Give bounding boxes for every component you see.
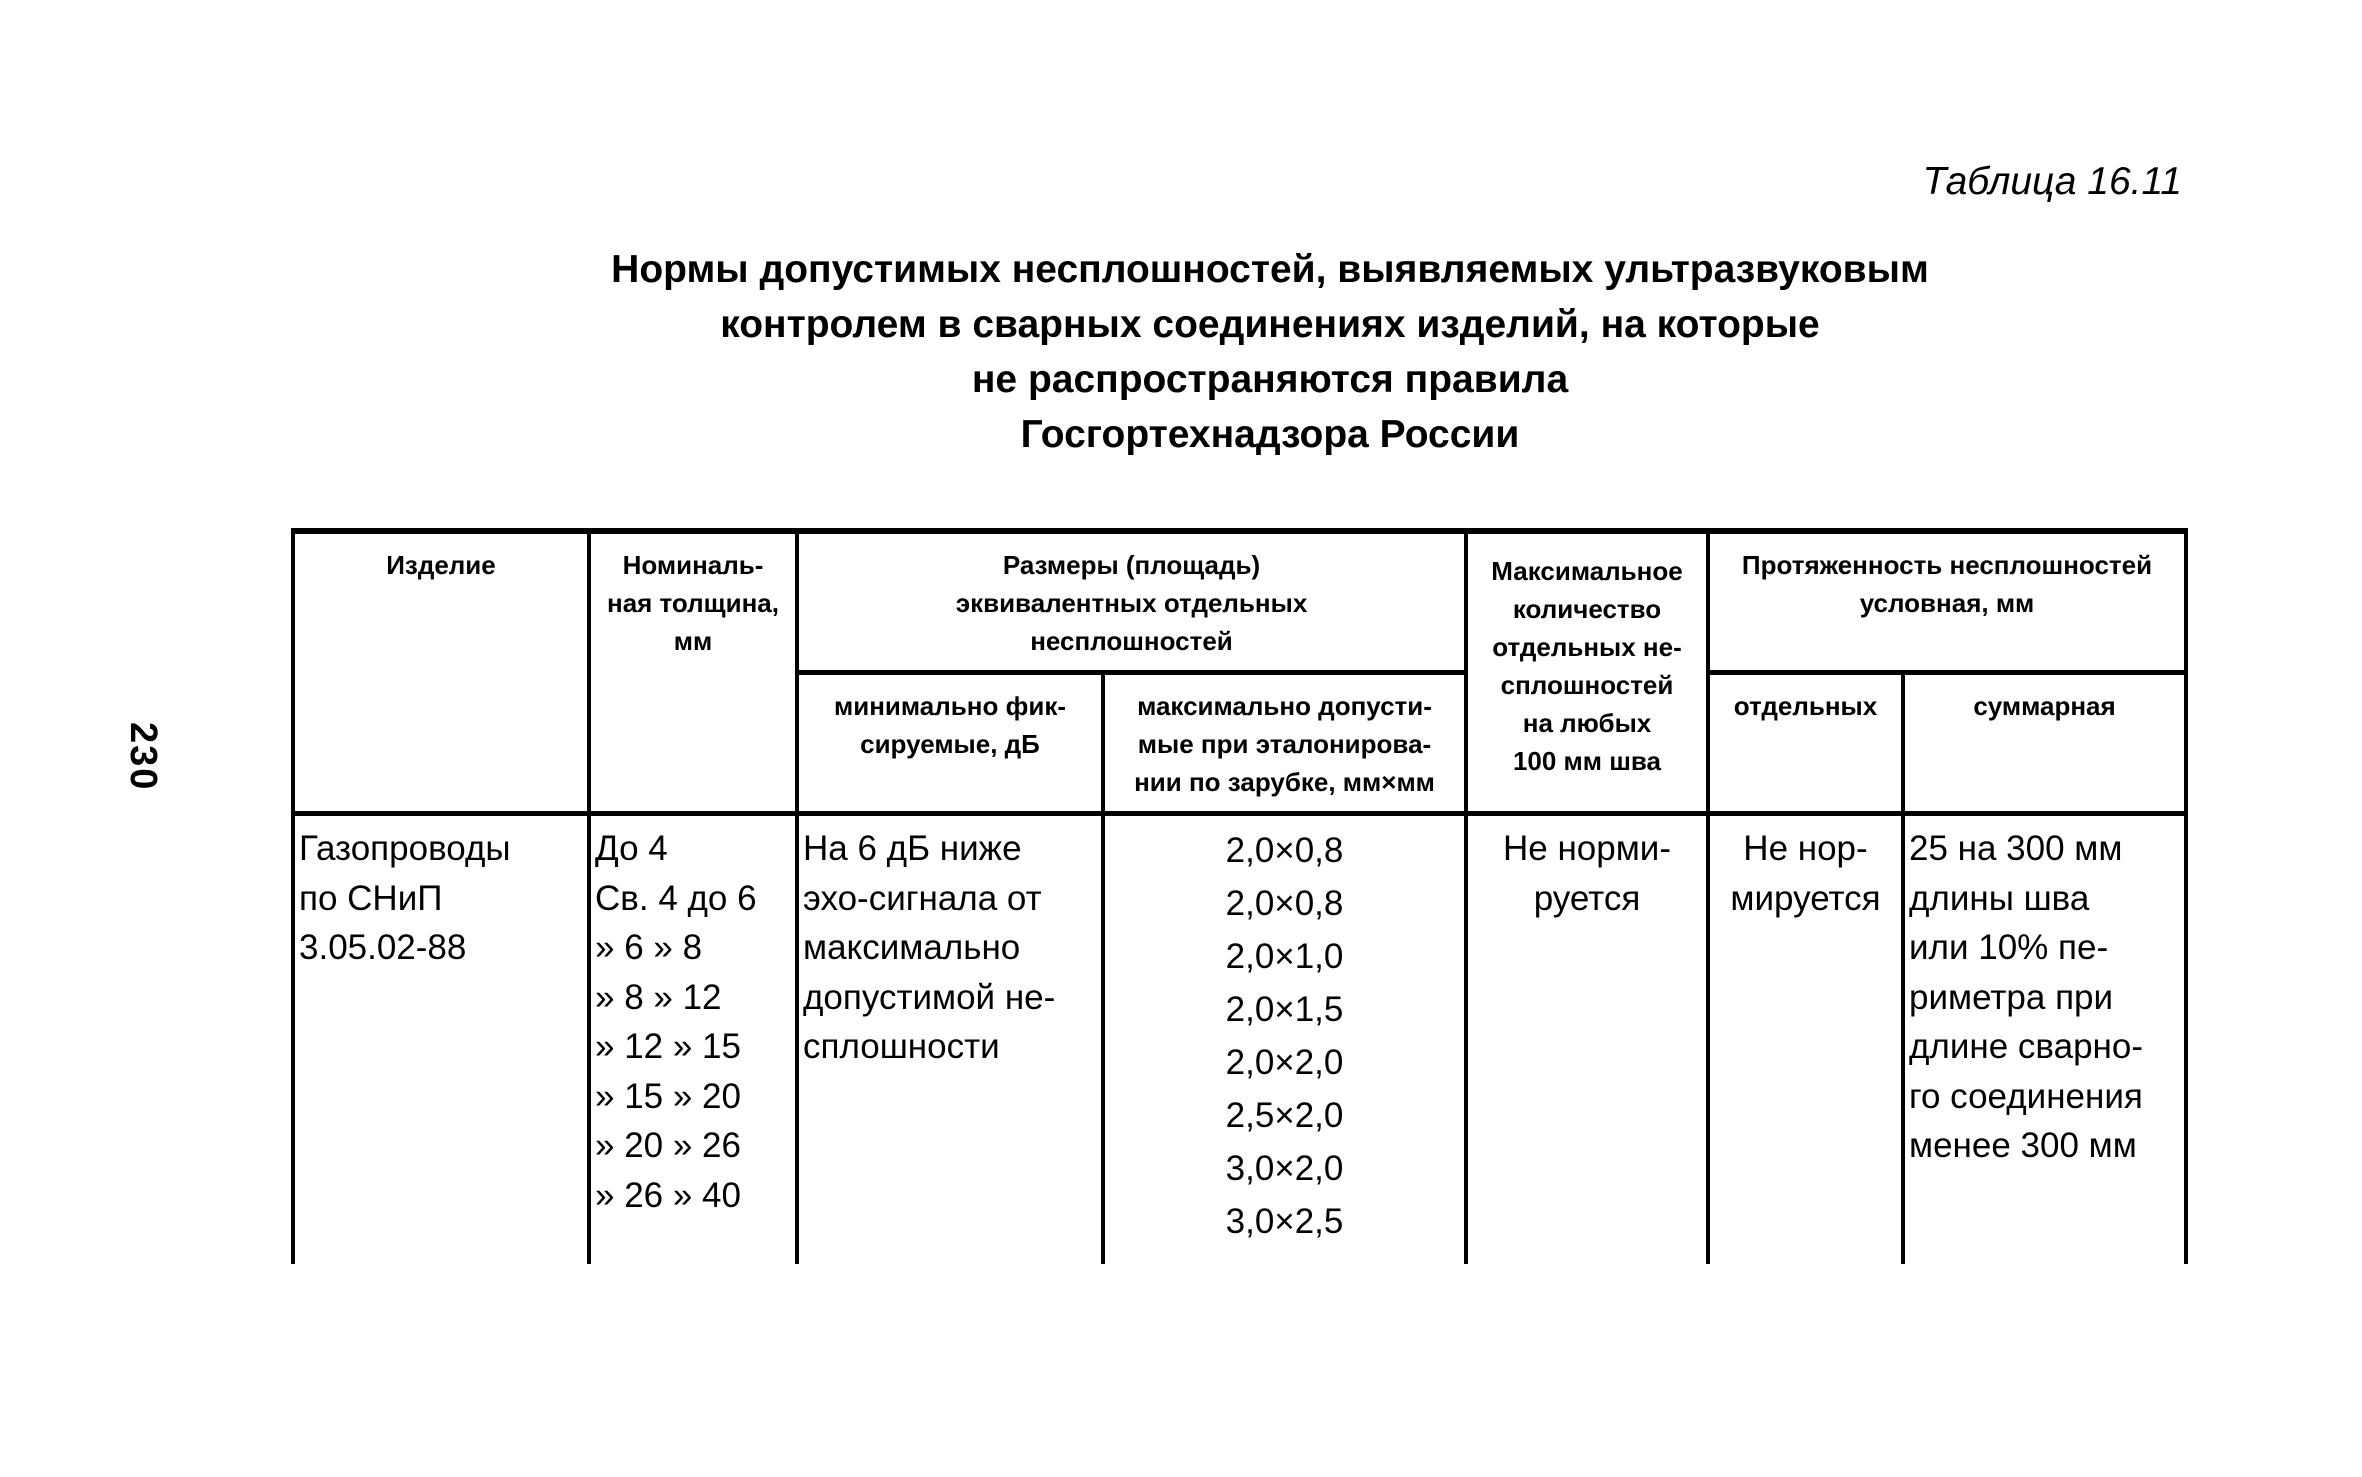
cell-line: Изделие	[386, 550, 496, 580]
cell-line: сируемые, дБ	[860, 729, 1040, 759]
cell-line: 25 на 300 мм	[1909, 829, 2123, 868]
cell-thickness	[589, 814, 797, 1265]
cell-line: условная, мм	[1859, 588, 2035, 618]
cell-line: максимально	[803, 928, 1021, 967]
cell-line: длине сварно-	[1909, 1027, 2143, 1066]
table-label: Таблица 16.11	[1922, 160, 2182, 203]
cell-line: 2,0×2,0	[1225, 1043, 1344, 1082]
cell-line: » 20 » 26	[595, 1126, 741, 1165]
header-sizes	[797, 531, 1466, 673]
cell-line: сплошностей	[1500, 670, 1674, 700]
cell-line: мм	[673, 626, 713, 656]
header-max-count	[1466, 531, 1708, 814]
cell-line: отдельных не-	[1492, 632, 1682, 662]
cell-line: руется	[1533, 878, 1641, 918]
cell-line: эхо-сигнала от	[803, 878, 1042, 918]
table-row	[293, 814, 2186, 1265]
cell-product	[293, 814, 589, 1265]
cell-line: 3,0×2,0	[1225, 1149, 1344, 1188]
header-product	[293, 531, 589, 814]
cell-sizes-max	[1103, 814, 1466, 1265]
cell-line: 3.05.02-88	[299, 928, 467, 967]
cell-line: отдельных	[1733, 691, 1878, 721]
cell-line: Св. 4 до 6	[595, 878, 757, 918]
cell-line: 100 мм шва	[1512, 746, 1662, 776]
cell-line: 3,0×2,5	[1225, 1202, 1344, 1241]
cell-line: суммарная	[1973, 691, 2116, 721]
cell-line: количество	[1512, 594, 1662, 624]
cell-line: » 8 » 12	[595, 977, 722, 1017]
norms-table	[291, 528, 2188, 1264]
cell-line: » 15 » 20	[595, 1076, 741, 1116]
cell-line: мые при эталонирова-	[1137, 729, 1432, 759]
cell-line: » 26 » 40	[595, 1175, 741, 1215]
cell-line: минимально фик-	[834, 691, 1066, 721]
cell-line: ная толщина,	[606, 588, 779, 618]
cell-line: » 6 » 8	[595, 928, 703, 967]
cell-line: Протяженность несплошностей	[1741, 550, 2153, 580]
cell-line: на любых	[1522, 708, 1652, 738]
header-length-total	[1903, 673, 2186, 814]
cell-line: Не нор-	[1743, 829, 1868, 868]
title-line: Госгортехнадзора России	[1020, 413, 1520, 456]
header-length-single	[1708, 673, 1903, 814]
cell-line: мируется	[1730, 878, 1881, 918]
header-thickness	[589, 531, 797, 814]
title-line: Нормы допустимых несплошностей, выявляемых ультразвуковым	[611, 248, 1929, 291]
cell-line: нии по зарубке, мм×мм	[1134, 767, 1435, 797]
header-sizes-max	[1103, 673, 1466, 814]
cell-line: Номиналь-	[622, 550, 764, 580]
title-line: контролем в сварных соединениях изделий, на которые	[720, 303, 1820, 346]
cell-line: или 10% пе-	[1909, 928, 2109, 967]
cell-line: 2,5×2,0	[1225, 1096, 1344, 1135]
cell-line: 2,0×1,0	[1225, 937, 1344, 976]
cell-line: Размеры (площадь)	[1002, 550, 1261, 580]
header-sizes-min	[797, 673, 1103, 814]
cell-line: Газопроводы	[299, 829, 511, 868]
cell-line: риметра при	[1909, 977, 2114, 1017]
cell-line: 2,0×0,8	[1225, 884, 1344, 923]
cell-line: длины шва	[1909, 878, 2090, 918]
page-number: 230	[122, 722, 164, 792]
cell-line: допустимой не-	[803, 977, 1056, 1017]
cell-line: несплошностей	[1030, 626, 1233, 656]
cell-length-single	[1708, 814, 1903, 1265]
cell-line: го соединения	[1909, 1076, 2143, 1116]
cell-sizes-min	[797, 814, 1103, 1265]
cell-line: Не норми-	[1503, 829, 1671, 868]
cell-length-total	[1903, 814, 2186, 1265]
cell-line: » 12 » 15	[595, 1027, 741, 1066]
cell-line: по СНиП	[299, 878, 443, 918]
cell-line: сплошности	[803, 1027, 1000, 1066]
header-length	[1708, 531, 2186, 673]
cell-line: максимально допусти-	[1137, 691, 1432, 721]
title-line: не распространяются правила	[971, 358, 1569, 401]
cell-line: До 4	[595, 829, 668, 868]
cell-line: Максимальное	[1491, 556, 1683, 586]
cell-max-count	[1466, 814, 1708, 1265]
cell-line: эквивалентных отдельных	[955, 588, 1308, 618]
table-title	[440, 242, 2100, 462]
cell-line: менее 300 мм	[1909, 1126, 2137, 1165]
cell-line: 2,0×0,8	[1225, 831, 1344, 870]
cell-line: На 6 дБ ниже	[803, 829, 1022, 868]
cell-line: 2,0×1,5	[1225, 990, 1344, 1029]
